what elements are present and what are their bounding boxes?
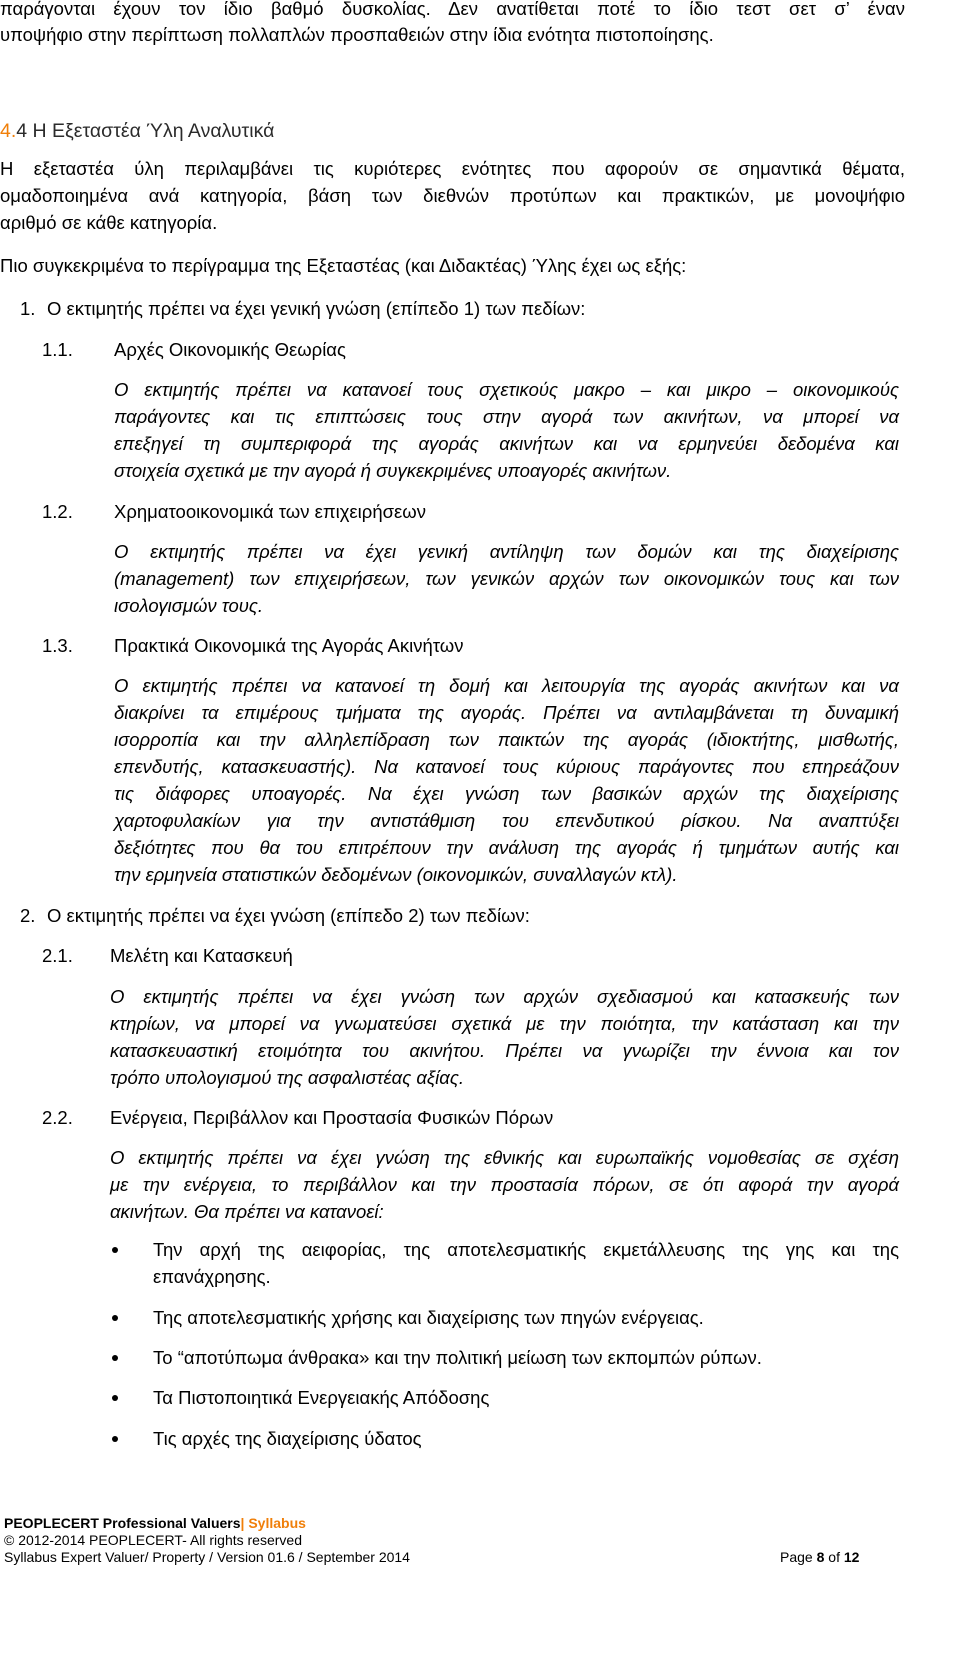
bullet-1-line-1: Την αρχή της αειφορίας, της αποτελεσματικής εκμετάλλευσης της γης και της [153,1239,899,1260]
top-line-1: παράγονται έχουν τον ίδιο βαθμό δυσκολίας. Δεν ανατίθεται ποτέ το ίδιο τεστ σετ σ’ έναν [0,0,905,19]
bullet-4: Τα Πιστοποιητικά Ενεργειακής Απόδοσης [153,1387,490,1408]
intro-line-3: αριθμό σε κάθε κατηγορία. [0,212,218,233]
bullet-3: Το “αποτύπωμα άνθρακα» και την πολιτική μείωση των εκπομπών ρύπων. [153,1347,762,1368]
footer-page-number [780,1549,859,1566]
bullet-dot [112,1355,118,1361]
level2-number: 2. [20,905,36,926]
item-2-2-line-3: ακινήτων. Θα πρέπει να κατανοεί: [110,1201,384,1222]
section-number-dark: 4 [16,120,28,142]
footer-brand: PEOPLECERT Professional Valuers [4,1515,241,1531]
item-1-3-line-3: ισορροπία και την αλληλεπίδραση των παικτών της αγοράς (ιδιοκτήτης, μισθωτής, [114,729,899,750]
item-1-3-line-6: χαρτοφυλακίων για την αντιστάθμιση του επενδυτικού ρίσκου. Να αναπτύξει [114,810,899,831]
item-1-2-line-2: (management) των επιχειρήσεων, των γενικών αρχών των οικονομικών τους και των [114,568,899,589]
footer-separator: | [240,1515,249,1531]
item-2-1-number: 2.1. [42,945,73,966]
item-2-2-number: 2.2. [42,1107,73,1128]
item-1-2-line-3: ισολογισμών τους. [114,595,264,616]
footer-page: 8 [816,1549,825,1565]
footer-copyright: © 2012-2014 PEOPLECERT- All rights reserved [4,1532,302,1548]
section-title: Η Εξεταστέα Ύλη Αναλυτικά [27,120,275,142]
footer-pages-total: 12 [843,1549,860,1565]
level2-text: Ο εκτιμητής πρέπει να έχει γνώση (επίπεδο 2) των πεδίων: [47,905,530,926]
item-1-3-line-1: Ο εκτιμητής πρέπει να κατανοεί τη δομή και λειτουργία της αγοράς ακινήτων και να [114,675,899,696]
section-heading [0,119,274,143]
intro-line-1: Η εξεταστέα ύλη περιλαμβάνει τις κυριότερες ενότητες που αφορούν σε σημαντικά θέματα, [0,158,905,179]
bullet-dot [112,1315,118,1321]
footer-doc-info: Syllabus Expert Valuer/ Property / Version 01.6 / September 2014 [4,1549,410,1565]
item-2-2-line-1: Ο εκτιμητής πρέπει να έχει γνώση της εθνικής και ευρωπαϊκής νομοθεσίας σε σχέση [110,1147,899,1168]
item-1-3-line-8: την ερμηνεία στατιστικών δεδομένων (οικονομικών, συναλλαγών κτλ). [114,864,678,885]
item-2-1-line-2: κτηρίων, να μπορεί να γνωματεύσει σχετικά με την ποιότητα, την κατάσταση και την [110,1013,899,1034]
section-number-orange: 4. [0,120,17,142]
item-1-3-line-5: τις διάφορες υποαγορές. Να έχει γνώση των βασικών αρχών της διαχείρισης [114,783,899,804]
intro-line-2: ομαδοποιημένα ανά κατηγορία, βάση των διεθνών προτύπων και πρακτικών, με μονοψήφιο [0,185,905,206]
item-1-1-line-1: Ο εκτιμητής πρέπει να κατανοεί τους σχετικούς μακρο – και μικρο – οικονομικούς [114,379,899,400]
footer-page-of: of [824,1549,844,1565]
bullet-dot [112,1247,118,1253]
bullet-5: Τις αρχές της διαχείρισης ύδατος [153,1428,422,1449]
item-2-1-line-4: τρόπο υπολογισμού της ασφαλιστέας αξίας. [110,1067,464,1088]
level1-text: Ο εκτιμητής πρέπει να έχει γενική γνώση (επίπεδο 1) των πεδίων: [47,298,586,319]
item-2-2-line-2: με την ενέργεια, το περιβάλλον και την προστασία πόρων, σε ότι αφορά την αγορά [110,1174,899,1195]
item-1-1-line-2: παράγοντες και τις επιπτώσεις τους στην αγορά των ακινήτων, να μπορεί να [114,406,899,427]
bullet-dot [112,1395,118,1401]
footer-brand-line [4,1515,306,1532]
footer-syllabus: Syllabus [248,1515,306,1531]
item-2-1-line-3: κατασκευαστική ετοιμότητα του ακινήτου. Πρέπει να γνωρίζει την έννοια και τον [110,1040,899,1061]
item-1-1-line-4: στοιχεία σχετικά με την αγορά ή συγκεκριμένες υποαγορές ακινήτων. [114,460,672,481]
item-1-3-number: 1.3. [42,635,73,656]
item-1-1-title: Αρχές Οικονομικής Θεωρίας [114,339,346,360]
bullet-dot [112,1436,118,1442]
item-1-2-title: Χρηματοοικονομικά των επιχειρήσεων [114,501,426,522]
bullet-2: Της αποτελεσματικής χρήσης και διαχείρισης των πηγών ενέργειας. [153,1307,704,1328]
item-1-3-line-4: επενδυτής, κατασκευαστής). Να κατανοεί τους κύριους παράγοντες που επηρεάζουν [114,756,899,777]
item-1-2-line-1: Ο εκτιμητής πρέπει να έχει γενική αντίληψη των δομών και της διαχείρισης [114,541,899,562]
item-1-3-title: Πρακτικά Οικονομικά της Αγοράς Ακινήτων [114,635,464,656]
item-1-2-number: 1.2. [42,501,73,522]
item-1-1-number: 1.1. [42,339,73,360]
footer-page-prefix: Page [780,1549,817,1565]
item-2-1-title: Μελέτη και Κατασκευή [110,945,293,966]
outline-intro: Πιο συγκεκριμένα το περίγραμμα της Εξεταστέας (και Διδακτέας) Ύλης έχει ως εξής: [0,255,687,276]
item-1-3-line-7: δεξιότητες που θα του επιτρέπουν την ανάλυση της αγοράς ή τμημάτων αυτής και [114,837,899,858]
level1-number: 1. [20,298,36,319]
bullet-1-line-2: επανάχρησης. [153,1266,271,1287]
item-2-1-line-1: Ο εκτιμητής πρέπει να έχει γνώση των αρχών σχεδιασμού και κατασκευής των [110,986,899,1007]
item-1-1-line-3: επεξηγεί τη συμπεριφορά της αγοράς ακινήτων και να ερμηνεύει δεδομένα και [114,433,899,454]
item-2-2-title: Ενέργεια, Περιβάλλον και Προστασία Φυσικών Πόρων [110,1107,554,1128]
item-1-3-line-2: διακρίνει τα επιμέρους τμήματα της αγοράς. Πρέπει να αντιλαμβάνεται τη δυναμική [114,702,899,723]
top-line-2: υποψήφιο στην περίπτωση πολλαπλών προσπαθειών στην ίδια ενότητα πιστοποίησης. [0,24,714,45]
